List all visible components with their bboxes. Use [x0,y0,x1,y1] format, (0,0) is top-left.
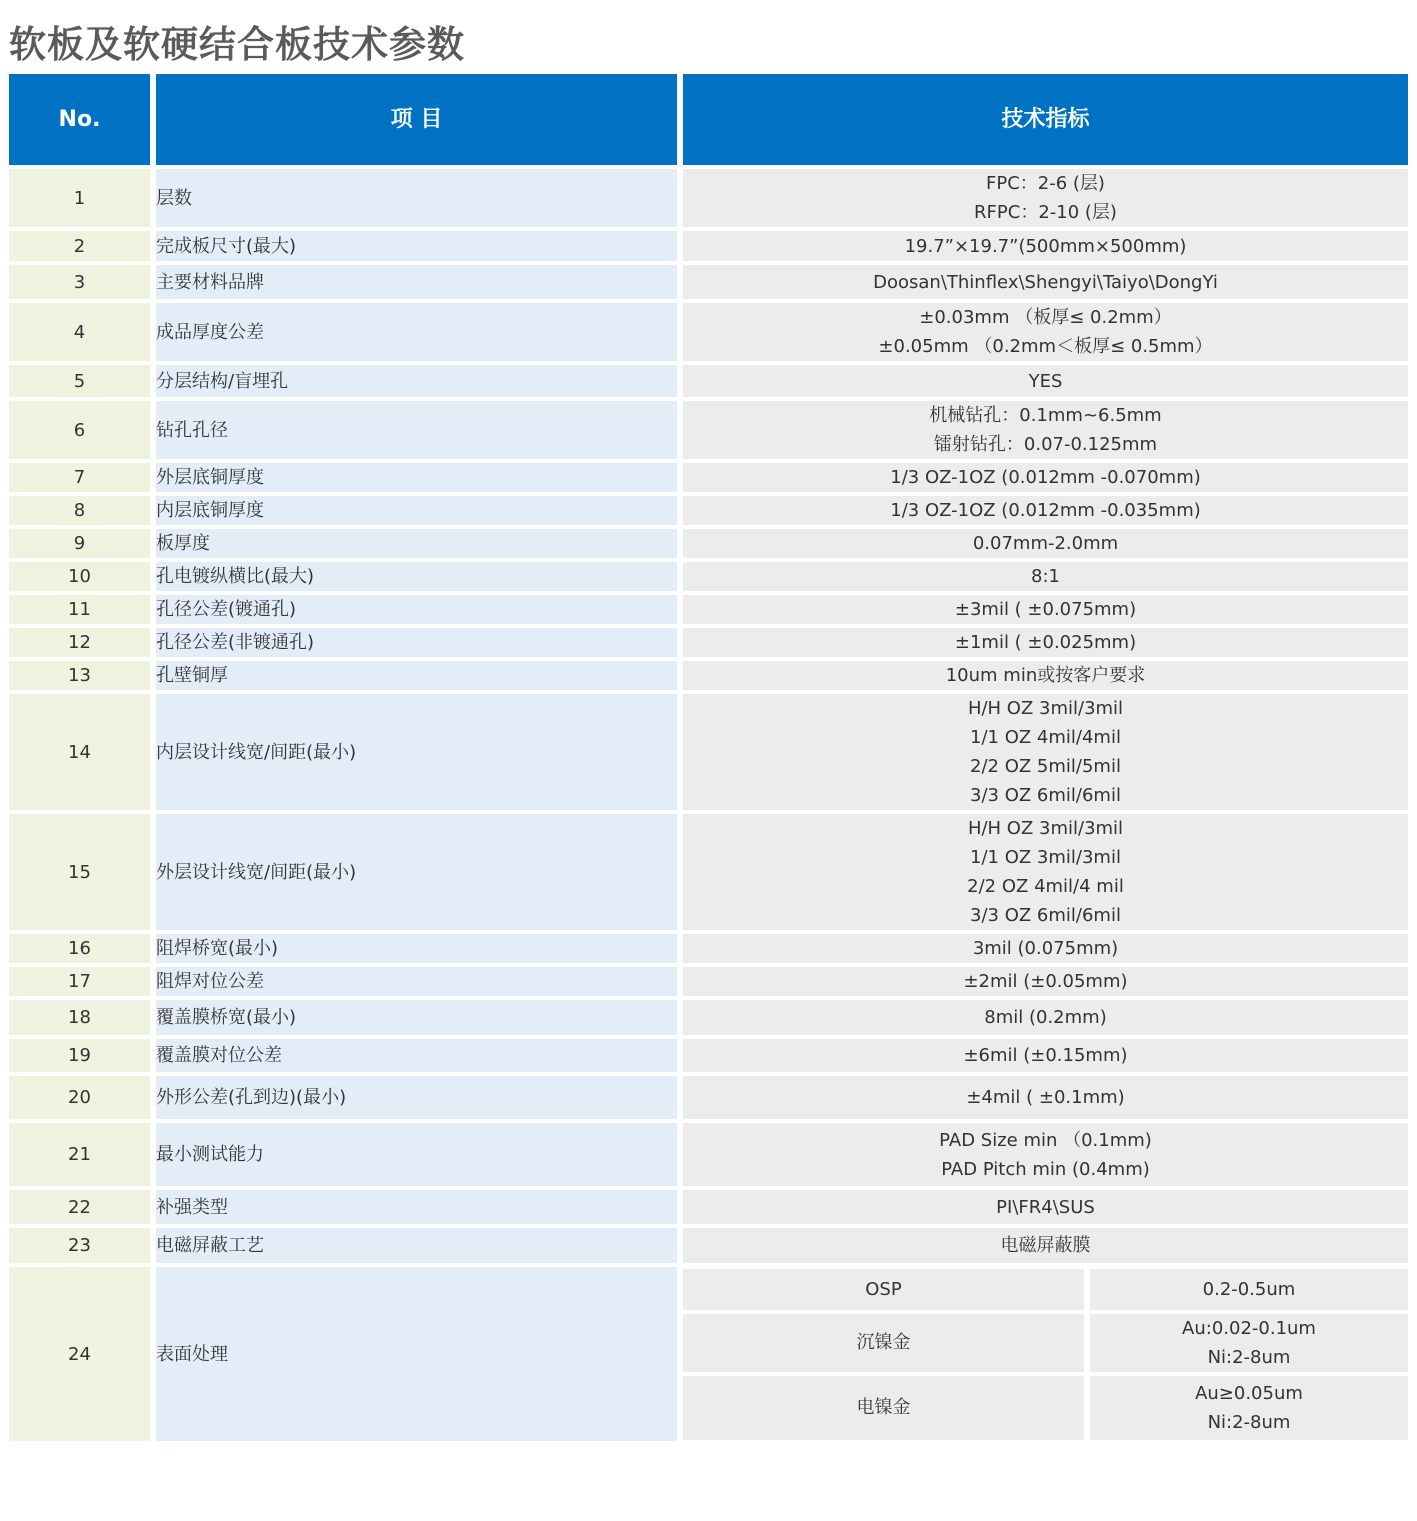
row-item: 分层结构/盲埋孔 [156,365,683,401]
row-item: 补强类型 [156,1190,683,1228]
row-spec [683,814,1408,934]
row-item: 孔径公差(镀通孔) [156,595,683,628]
spec-line: 1/3 OZ-1OZ (0.012mm -0.070mm) [890,467,1201,488]
row-spec [683,1000,1408,1039]
spec-line: 1/3 OZ-1OZ (0.012mm -0.035mm) [890,500,1201,521]
row-number: 17 [9,967,156,1000]
row-item: 表面处理 [156,1267,683,1445]
row-item: 钻孔孔径 [156,401,683,463]
spec-line: ±0.05mm （0.2mm＜板厚≤ 0.5mm） [878,336,1213,357]
spec-line: 3mil (0.075mm) [972,938,1119,959]
row-number: 5 [9,365,156,401]
spec-line: Doosan\Thinflex\Shengyi\Taiyo\DongYi [873,271,1218,293]
spec-table [9,74,1408,1445]
row-spec [683,1123,1408,1190]
spec-line: 8mil (0.2mm) [984,1007,1107,1028]
surface-value-line: Ni:2-8um [1207,1346,1291,1368]
row-spec [683,529,1408,562]
surface-value-line: Au:0.02-0.1um [1182,1317,1316,1339]
row-number: 18 [9,1000,156,1039]
row-number: 24 [9,1267,156,1445]
surface-entry [683,1312,1408,1374]
row-number: 2 [9,231,156,265]
row-spec [683,967,1408,1000]
row-item: 主要材料品牌 [156,265,683,303]
spec-line: 10um min或按客户要求 [945,665,1146,686]
row-spec [683,303,1408,365]
surface-method: OSP [683,1269,1087,1312]
row-spec [683,365,1408,401]
row-spec [683,496,1408,529]
header-no: No. [9,74,156,165]
row-item: 内层底铜厚度 [156,496,683,529]
spec-line: H/H OZ 3mil/3mil [967,818,1124,839]
table-row [9,1076,1408,1123]
row-number: 6 [9,401,156,463]
spec-line: 2/2 OZ 5mil/5mil [970,756,1121,777]
table-row [9,595,1408,628]
row-number: 1 [9,169,156,231]
row-number: 20 [9,1076,156,1123]
table-row [9,265,1408,303]
spec-line: 8:1 [1031,566,1060,587]
surface-value [1087,1312,1408,1374]
table-row [9,231,1408,265]
table-row [9,661,1408,694]
row-number: 14 [9,694,156,814]
row-number: 4 [9,303,156,365]
row-spec [683,169,1408,231]
row-spec [683,265,1408,303]
table-row [9,562,1408,595]
surface-value-line: 0.2-0.5um [1202,1278,1296,1300]
table-row [9,934,1408,967]
row-number: 9 [9,529,156,562]
row-number: 13 [9,661,156,694]
table-row [9,694,1408,814]
row-spec [683,1039,1408,1076]
row-spec [683,1190,1408,1228]
table-row [9,496,1408,529]
table-row [9,303,1408,365]
spec-line: 2/2 OZ 4mil/4 mil [967,876,1124,897]
row-item: 外形公差(孔到边)(最小) [156,1076,683,1123]
row-item: 板厚度 [156,529,683,562]
row-item: 孔壁铜厚 [156,661,683,694]
row-spec [683,231,1408,265]
surface-entry [683,1374,1408,1440]
row-item: 阻焊对位公差 [156,967,683,1000]
surface-subtable [683,1269,1408,1440]
surface-value [1087,1269,1408,1312]
table-row [9,1123,1408,1190]
spec-line: RFPC：2-10 (层) [974,202,1117,223]
row-spec [683,934,1408,967]
table-row [9,463,1408,496]
row-item: 孔电镀纵横比(最大) [156,562,683,595]
table-row [9,365,1408,401]
spec-line: 镭射钻孔：0.07-0.125mm [933,434,1158,455]
spec-line: 1/1 OZ 3mil/3mil [970,847,1121,868]
row-number: 23 [9,1228,156,1267]
table-row [9,1228,1408,1267]
row-item: 覆盖膜对位公差 [156,1039,683,1076]
row-number: 7 [9,463,156,496]
row-spec [683,463,1408,496]
surface-value-line: Au≥0.05um [1195,1382,1303,1404]
row-spec [683,401,1408,463]
row-item: 层数 [156,169,683,231]
table-row [9,967,1408,1000]
table-row [9,1000,1408,1039]
row-number: 22 [9,1190,156,1228]
spec-line: 19.7”×19.7”(500mm×500mm) [904,235,1187,257]
table-row [9,169,1408,231]
row-number: 12 [9,628,156,661]
spec-line: ±4mil ( ±0.1mm) [966,1087,1125,1108]
surface-entry [683,1269,1408,1312]
row-spec [683,661,1408,694]
row-spec [683,1076,1408,1123]
spec-line: PAD Size min （0.1mm) [939,1129,1152,1151]
table-row [9,529,1408,562]
spec-line: ±3mil ( ±0.075mm) [954,599,1137,620]
row-item: 电磁屏蔽工艺 [156,1228,683,1267]
table-row [9,814,1408,934]
spec-line: ±1mil ( ±0.025mm) [954,632,1137,653]
row-number: 21 [9,1123,156,1190]
spec-line: 3/3 OZ 6mil/6mil [970,785,1121,806]
row-spec [683,1267,1408,1445]
row-number: 11 [9,595,156,628]
spec-line: 0.07mm-2.0mm [972,533,1119,554]
row-item: 阻焊桥宽(最小) [156,934,683,967]
table-row-surface [9,1267,1408,1445]
row-item: 外层设计线宽/间距(最小) [156,814,683,934]
row-spec [683,595,1408,628]
row-item: 孔径公差(非镀通孔) [156,628,683,661]
spec-line: H/H OZ 3mil/3mil [967,698,1124,719]
surface-value-line: Ni:2-8um [1207,1411,1291,1433]
row-spec [683,694,1408,814]
surface-method: 电镍金 [683,1374,1087,1440]
row-item: 覆盖膜桥宽(最小) [156,1000,683,1039]
table-row [9,628,1408,661]
row-item: 外层底铜厚度 [156,463,683,496]
row-number: 8 [9,496,156,529]
row-number: 3 [9,265,156,303]
row-number: 19 [9,1039,156,1076]
row-spec [683,562,1408,595]
row-spec [683,1228,1408,1267]
header-row [9,74,1408,165]
row-item: 内层设计线宽/间距(最小) [156,694,683,814]
surface-value [1087,1374,1408,1440]
row-number: 16 [9,934,156,967]
header-item: 项 目 [156,74,683,165]
header-spec: 技术指标 [683,74,1408,165]
spec-line: 机械钻孔：0.1mm~6.5mm [929,405,1162,426]
spec-line: PAD Pitch min (0.4mm) [941,1158,1150,1180]
table-row [9,401,1408,463]
spec-line: YES [1028,370,1063,392]
row-spec [683,628,1408,661]
row-item: 最小测试能力 [156,1123,683,1190]
spec-line: PI\FR4\SUS [996,1196,1095,1218]
spec-line: FPC：2-6 (层) [986,173,1105,194]
table-row [9,1190,1408,1228]
surface-method: 沉镍金 [683,1312,1087,1374]
spec-line: 1/1 OZ 4mil/4mil [970,727,1121,748]
row-number: 10 [9,562,156,595]
row-number: 15 [9,814,156,934]
spec-line: ±2mil (±0.05mm) [963,971,1128,992]
table-row [9,1039,1408,1076]
spec-line: ±0.03mm （板厚≤ 0.2mm） [919,307,1172,328]
row-item: 成品厚度公差 [156,303,683,365]
spec-line: 电磁屏蔽膜 [1000,1235,1091,1256]
spec-line: ±6mil (±0.15mm) [963,1045,1128,1066]
row-item: 完成板尺寸(最大) [156,231,683,265]
spec-line: 3/3 OZ 6mil/6mil [970,905,1121,926]
page-title: 软板及软硬结合板技术参数 [9,23,465,66]
